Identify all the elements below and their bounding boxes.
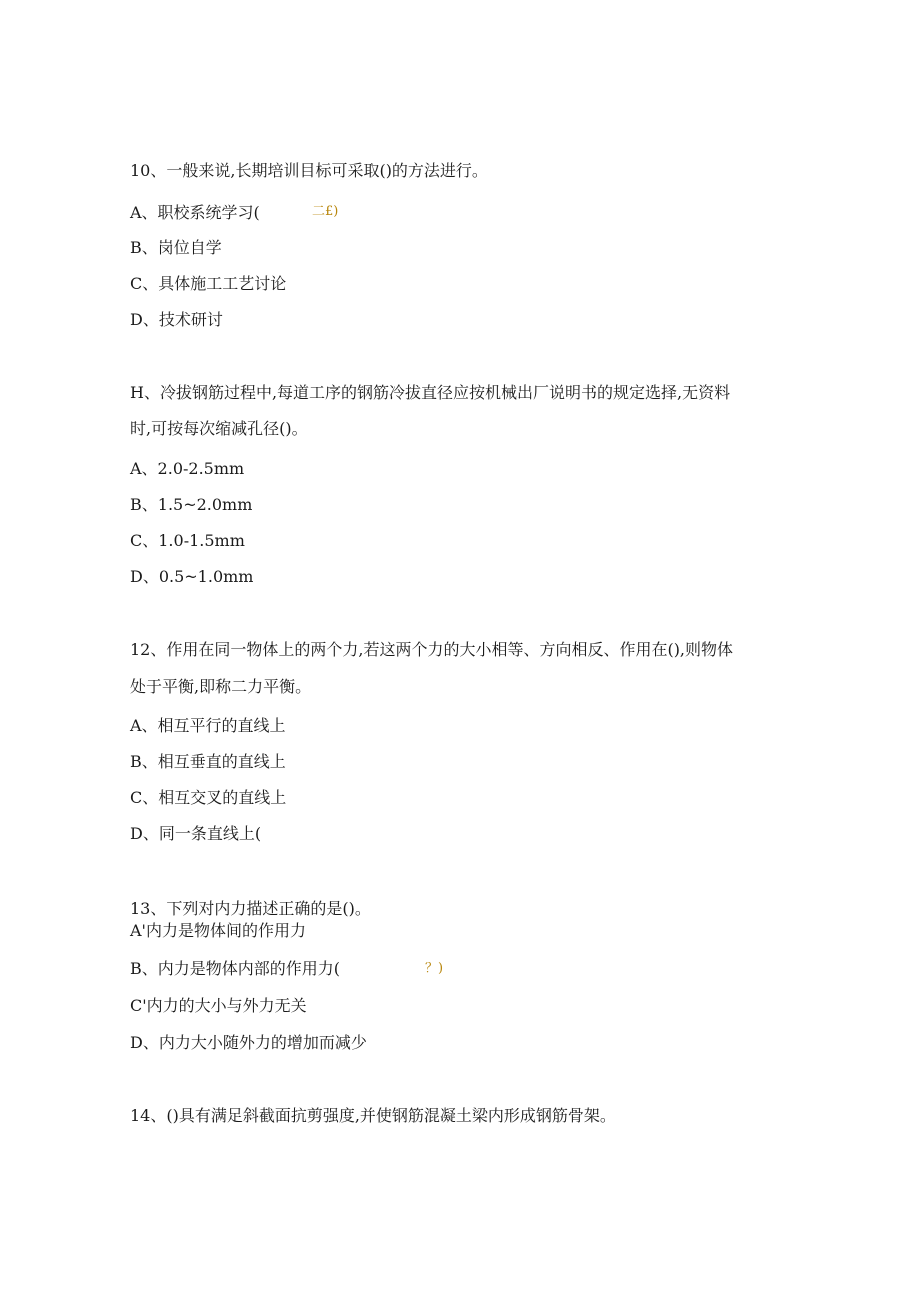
question-13-handwritten-mark: ？) [425, 961, 444, 976]
question-13-option-d: D、内力大小随外力的增加而减少 [130, 1033, 367, 1052]
question-12-stem-line2: 处于平衡,即称二力平衡。 [130, 677, 312, 696]
question-11-stem-line1: H、冷拔钢筋过程中,每道工序的钢筋冷拔直径应按机械出厂说明书的规定选择,无资料 [130, 383, 731, 402]
question-11-option-a: A、2.0-2.5mm [130, 459, 245, 478]
question-11-stem-line2: 时,可按每次缩减孔径()。 [130, 419, 308, 438]
question-11-option-d: D、0.5~1.0mm [130, 567, 254, 586]
question-10-handwritten-mark: 二£) [312, 204, 339, 219]
question-10-option-b: B、岗位自学 [130, 238, 222, 257]
question-13-option-b: B、内力是物体内部的作用力( [130, 959, 341, 978]
question-11-option-c: C、1.0-1.5mm [130, 531, 245, 550]
question-12-option-a: A、相互平行的直线上 [130, 716, 286, 735]
question-10-option-a: A、职校系统学习( [130, 203, 260, 222]
question-13-stem: 13、下列对内力描述正确的是()。 [130, 899, 371, 918]
question-12-option-c: C、相互交叉的直线上 [130, 788, 287, 807]
question-13-option-c: C'内力的大小与外力无关 [130, 996, 307, 1015]
question-12-option-b: B、相互垂直的直线上 [130, 752, 286, 771]
question-13-option-a: A'内力是物体间的作用力 [130, 921, 306, 940]
question-10-option-c: C、具体施工工艺讨论 [130, 274, 287, 293]
question-11-option-b: B、1.5~2.0mm [130, 495, 253, 514]
question-10-stem: 10、一般来说,长期培训目标可采取()的方法进行。 [130, 161, 488, 180]
question-14-stem: 14、()具有满足斜截面抗剪强度,并使钢筋混凝土梁内形成钢筋骨架。 [130, 1106, 616, 1125]
question-10-option-d: D、技术研讨 [130, 310, 223, 329]
question-12-option-d: D、同一条直线上( [130, 824, 262, 843]
question-12-stem-line1: 12、作用在同一物体上的两个力,若这两个力的大小相等、方向相反、作用在(),则物体 [130, 640, 734, 659]
